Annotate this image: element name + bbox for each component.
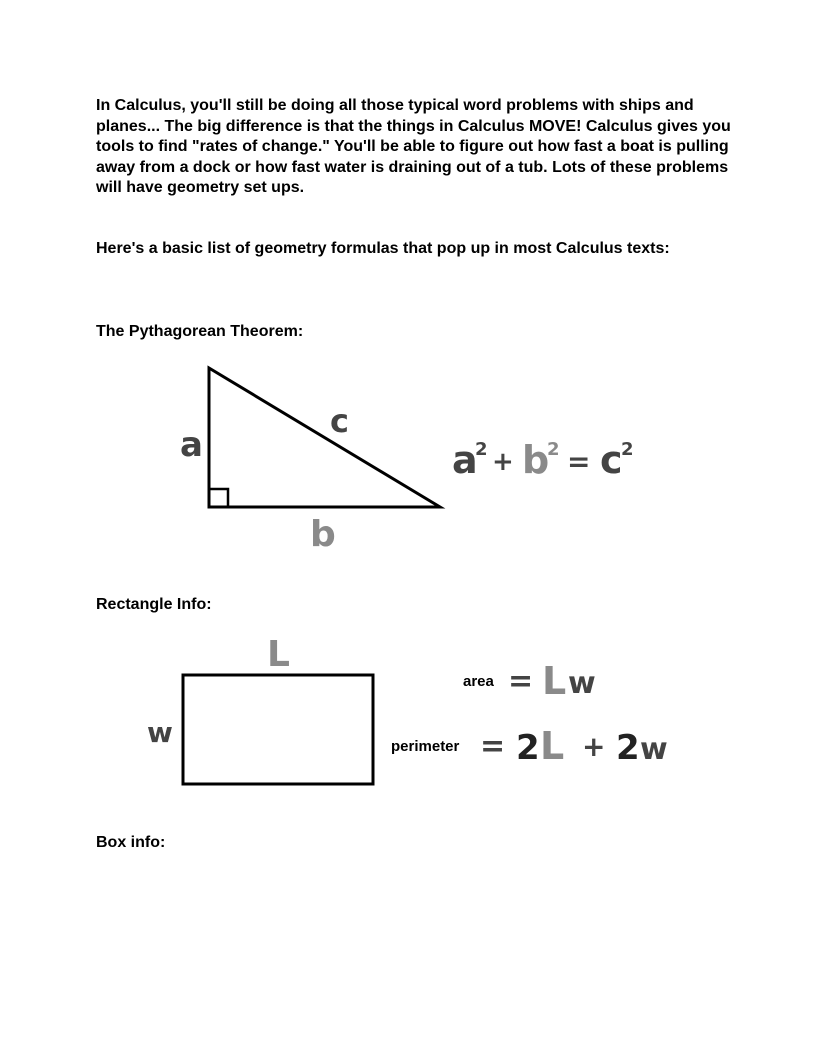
intro-list-paragraph: Here's a basic list of geometry formulas that pop up in most Calculus texts: [96, 240, 670, 257]
perimeter-label: perimeter [391, 738, 460, 755]
rectangle-shape [183, 675, 373, 784]
rectangle-side-L-label: L [267, 634, 290, 675]
formula-c-exponent: 2 [621, 439, 634, 460]
perimeter-plus: + [582, 730, 606, 763]
right-triangle-diagram [180, 368, 440, 555]
triangle-shape [209, 368, 440, 507]
perimeter-w: w [640, 732, 668, 767]
perimeter-formula [391, 724, 668, 768]
rectangle-heading: Rectangle Info: [96, 596, 212, 613]
perimeter-equals: = [480, 729, 506, 764]
perimeter-two-b: 2 [616, 728, 640, 768]
formula-equals: = [567, 445, 591, 478]
formula-a-exponent: 2 [475, 439, 488, 460]
area-label: area [463, 673, 494, 690]
perimeter-two-a: 2 [516, 728, 540, 768]
formula-b-exponent: 2 [547, 439, 560, 460]
pythagorean-formula [452, 438, 634, 482]
formula-c: c [600, 438, 623, 482]
rectangle-diagram [147, 634, 373, 784]
triangle-side-a-label: a [180, 425, 203, 465]
triangle-side-b-label: b [310, 514, 336, 555]
area-L: L [542, 659, 567, 703]
right-angle-marker [209, 489, 228, 507]
area-formula [463, 659, 596, 703]
formula-b: b [522, 438, 550, 482]
rectangle-side-w-label: w [147, 716, 173, 749]
formula-a: a [452, 438, 478, 482]
pythagorean-heading: The Pythagorean Theorem: [96, 323, 304, 340]
area-equals: = [508, 664, 534, 699]
perimeter-L: L [540, 724, 565, 768]
area-w: w [568, 666, 596, 701]
triangle-side-c-label: c [330, 402, 349, 440]
intro-paragraph: In Calculus, you'll still be doing all those typical word problems with ships and planes... The big difference is that the things in Calculus MOVE! Calculus gives you tools to find "rates of change." You'll be able to figure out how fast a boat is pulling away from a dock or how fast water is draining out of a tub. Lots of these problems will have geometry set ups. [96, 97, 731, 197]
box-heading: Box info: [96, 834, 166, 851]
formula-plus: + [492, 447, 514, 477]
